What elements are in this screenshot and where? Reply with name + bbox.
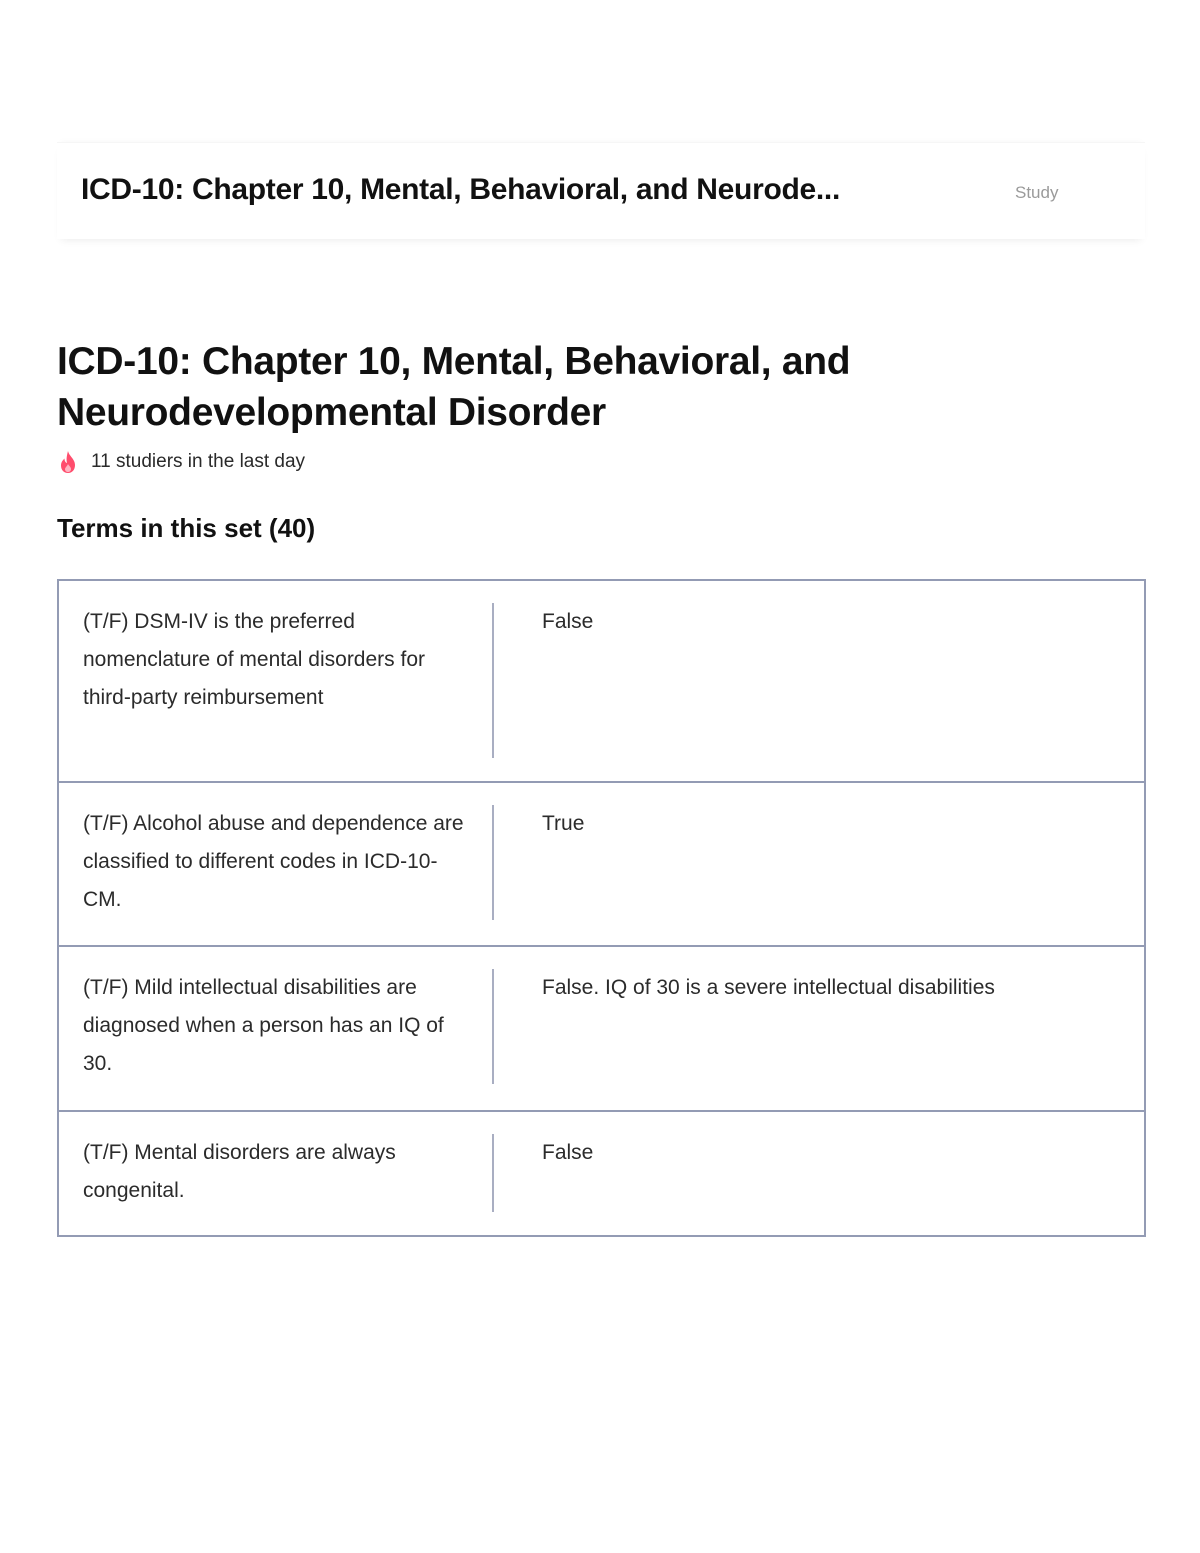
definition-text: True [542,812,585,835]
studiers-count [57,450,305,474]
term-text: (T/F) Alcohol abuse and dependence are classified to different codes in ICD-10-CM. [59,805,494,920]
term-row [57,579,1146,783]
term-row [57,945,1146,1112]
term-row [57,1110,1146,1237]
term-text: (T/F) Mental disorders are always congenital. [59,1134,494,1212]
study-link[interactable]: Study [1015,183,1059,202]
terms-table [57,579,1146,1237]
flame-icon [57,450,79,474]
definition-text: False. IQ of 30 is a severe intellectual disabilities [542,976,995,999]
page-title: ICD-10: Chapter 10, Mental, Behavioral, and Neurodevelopmental Disorder [57,340,851,434]
definition-text: False [542,1141,594,1164]
term-row [57,781,1146,947]
definition-text: False [542,610,594,633]
term-text: (T/F) DSM-IV is the preferred nomenclature of mental disorders for third-party reimbursement [59,603,494,758]
term-text: (T/F) Mild intellectual disabilities are diagnosed when a person has an IQ of 30. [59,969,494,1084]
sticky-header [57,142,1145,239]
terms-heading: Terms in this set (40) [57,513,316,543]
header-title: ICD-10: Chapter 10, Mental, Behavioral, and Neurode... [81,173,840,206]
studiers-text: 11 studiers in the last day [91,451,306,472]
